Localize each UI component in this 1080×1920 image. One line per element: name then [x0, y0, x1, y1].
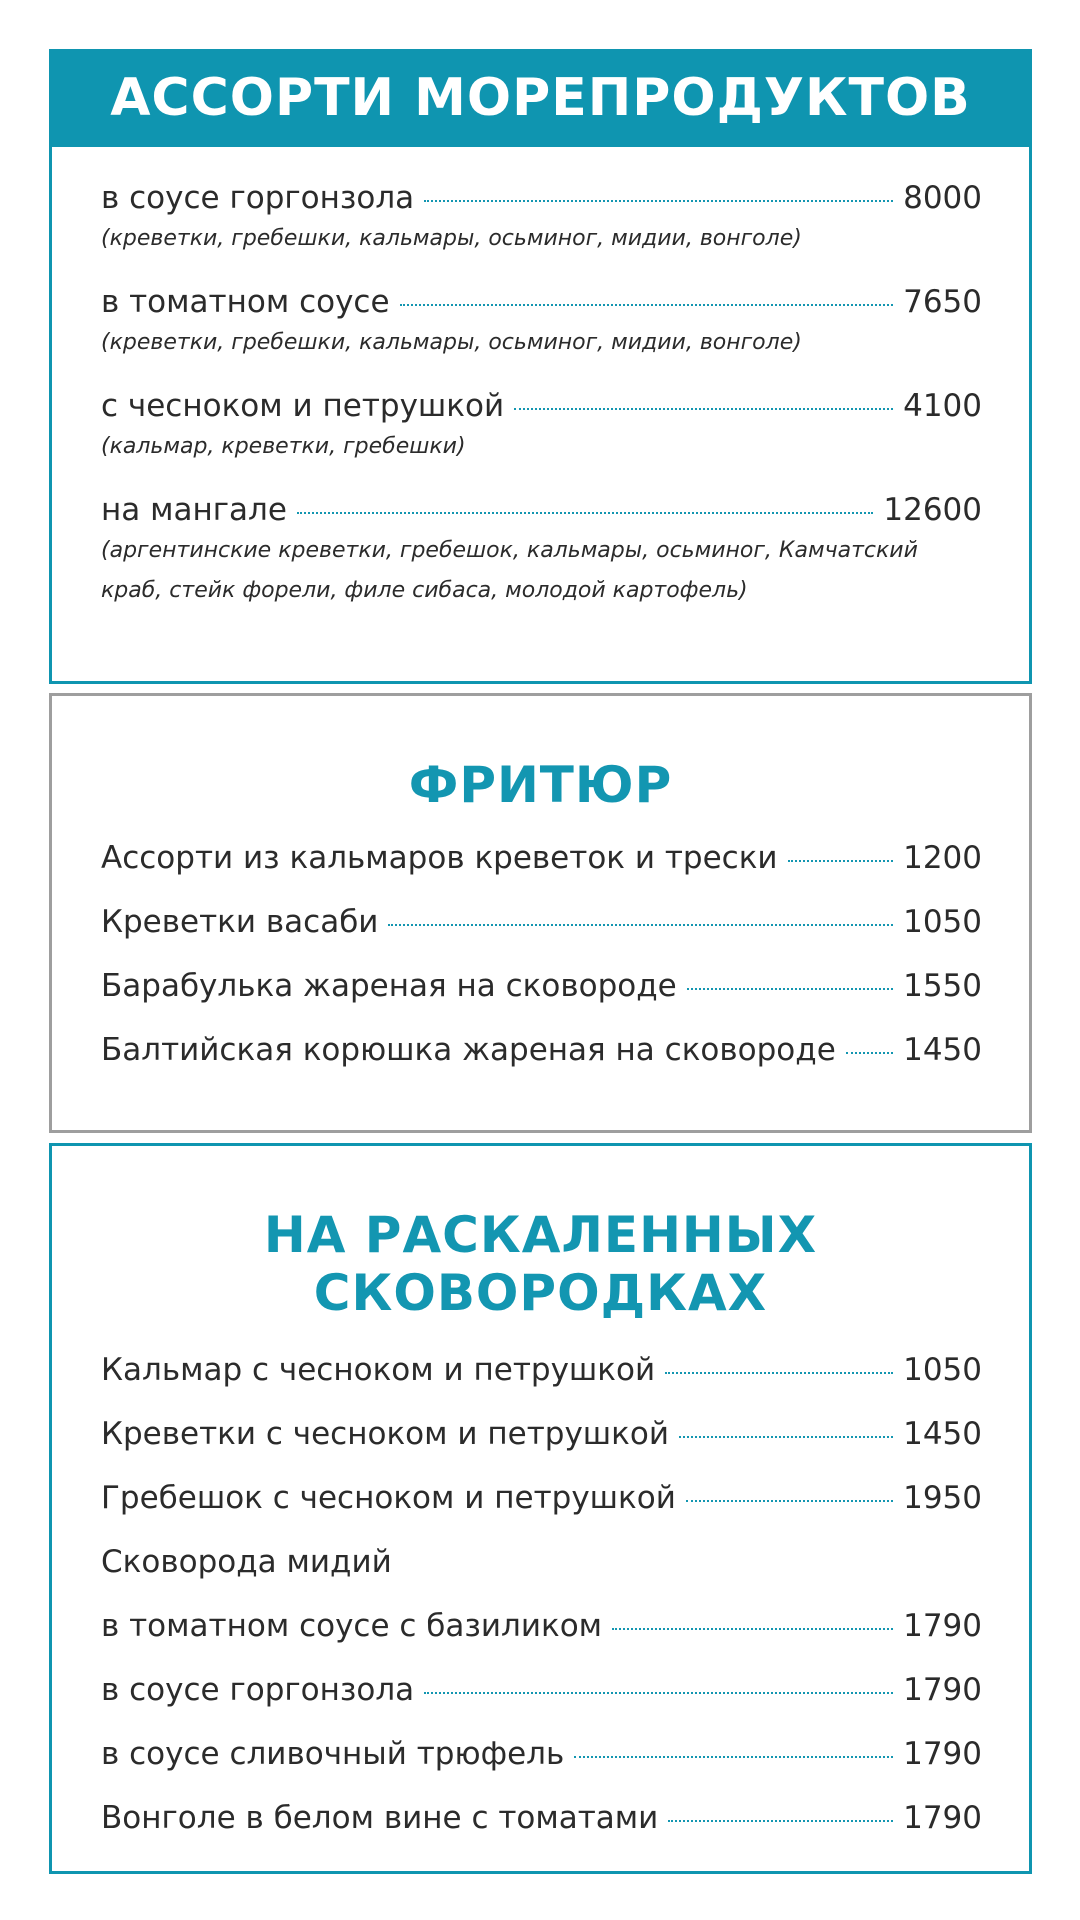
item-name: в томатном соусе — [101, 284, 390, 320]
menu-item — [101, 177, 982, 219]
item-name: в соусе горгонзола — [101, 180, 415, 216]
menu-item — [101, 1466, 982, 1530]
menu-item — [101, 1786, 982, 1850]
section-title-line: СКОВОРОДКАХ — [313, 1264, 768, 1322]
item-name: Креветки с чесноком и петрушкой — [101, 1416, 670, 1452]
dot-leader — [514, 407, 893, 410]
deep-fried-section — [49, 693, 1032, 1133]
section-banner — [49, 49, 1032, 147]
item-price: 1950 — [903, 1480, 982, 1516]
item-price: 4100 — [903, 388, 982, 424]
dot-leader — [612, 1627, 893, 1630]
section-title: ФРИТЮР — [408, 756, 673, 814]
dot-leader — [665, 1371, 893, 1374]
item-price: 1550 — [903, 968, 982, 1004]
menu-list — [52, 1322, 1029, 1850]
menu-item — [101, 826, 982, 890]
item-price: 1450 — [903, 1416, 982, 1452]
dot-leader — [574, 1755, 893, 1758]
item-name: Креветки васаби — [101, 904, 379, 940]
section-title: АССОРТИ МОРЕПРОДУКТОВ — [110, 68, 971, 128]
menu-list — [52, 147, 1029, 611]
menu-item — [101, 489, 982, 531]
dot-leader — [668, 1819, 893, 1822]
item-name: с чесноком и петрушкой — [101, 388, 505, 424]
menu-item — [101, 1658, 982, 1722]
item-description: (аргентинские креветки, гребешок, кальмары, осьминог, Камчатский краб, стейк форели, филе сибаса, молодой картофель) — [101, 538, 918, 603]
section-title — [52, 1206, 1029, 1322]
item-description: (кальмар, креветки, гребешки) — [101, 434, 466, 459]
dot-leader — [687, 987, 893, 990]
dot-leader — [388, 923, 893, 926]
hot-skillet-section — [49, 1143, 1032, 1874]
item-price: 1200 — [903, 840, 982, 876]
item-price: 1790 — [903, 1800, 982, 1836]
menu-item — [101, 1338, 982, 1402]
menu-subheading: Сковорода мидий — [101, 1544, 392, 1580]
item-name: Балтийская корюшка жареная на сковороде — [101, 1032, 836, 1068]
menu-item — [101, 890, 982, 954]
item-price: 7650 — [903, 284, 982, 320]
dot-leader — [297, 511, 873, 514]
item-name: в томатном соусе с базиликом — [101, 1608, 603, 1644]
menu-item — [101, 954, 982, 1018]
dot-leader — [846, 1051, 893, 1054]
dot-leader — [424, 199, 893, 202]
item-price: 1050 — [903, 904, 982, 940]
item-name: Ассорти из кальмаров креветок и трески — [101, 840, 778, 876]
item-description: (креветки, гребешки, кальмары, осьминог, мидии, вонголе) — [101, 226, 802, 251]
item-price: 1790 — [903, 1672, 982, 1708]
menu-item — [101, 281, 982, 323]
item-name: Гребешок с чесноком и петрушкой — [101, 1480, 676, 1516]
menu-item — [101, 1594, 982, 1658]
item-name: в соусе сливочный трюфель — [101, 1736, 565, 1772]
dot-leader — [679, 1435, 893, 1438]
menu-item — [101, 385, 982, 427]
dot-leader — [788, 859, 894, 862]
seafood-assortment-section — [49, 49, 1032, 684]
item-name: Барабулька жареная на сковороде — [101, 968, 677, 1004]
dot-leader — [424, 1691, 893, 1694]
dot-leader — [400, 303, 894, 306]
menu-list — [52, 814, 1029, 1082]
item-price: 1450 — [903, 1032, 982, 1068]
item-price: 1790 — [903, 1736, 982, 1772]
item-description: (креветки, гребешки, кальмары, осьминог, мидии, вонголе) — [101, 330, 802, 355]
item-name: Вонголе в белом вине с томатами — [101, 1800, 659, 1836]
item-price: 1790 — [903, 1608, 982, 1644]
dot-leader — [686, 1499, 893, 1502]
item-price: 1050 — [903, 1352, 982, 1388]
item-name: в соусе горгонзола — [101, 1672, 415, 1708]
menu-item — [101, 1722, 982, 1786]
section-title-line: НА РАСКАЛЕННЫХ — [263, 1206, 818, 1264]
item-price: 12600 — [883, 492, 982, 528]
menu-item — [101, 1402, 982, 1466]
item-price: 8000 — [903, 180, 982, 216]
item-name: на мангале — [101, 492, 287, 528]
item-name: Кальмар с чесноком и петрушкой — [101, 1352, 656, 1388]
menu-item — [101, 1018, 982, 1082]
